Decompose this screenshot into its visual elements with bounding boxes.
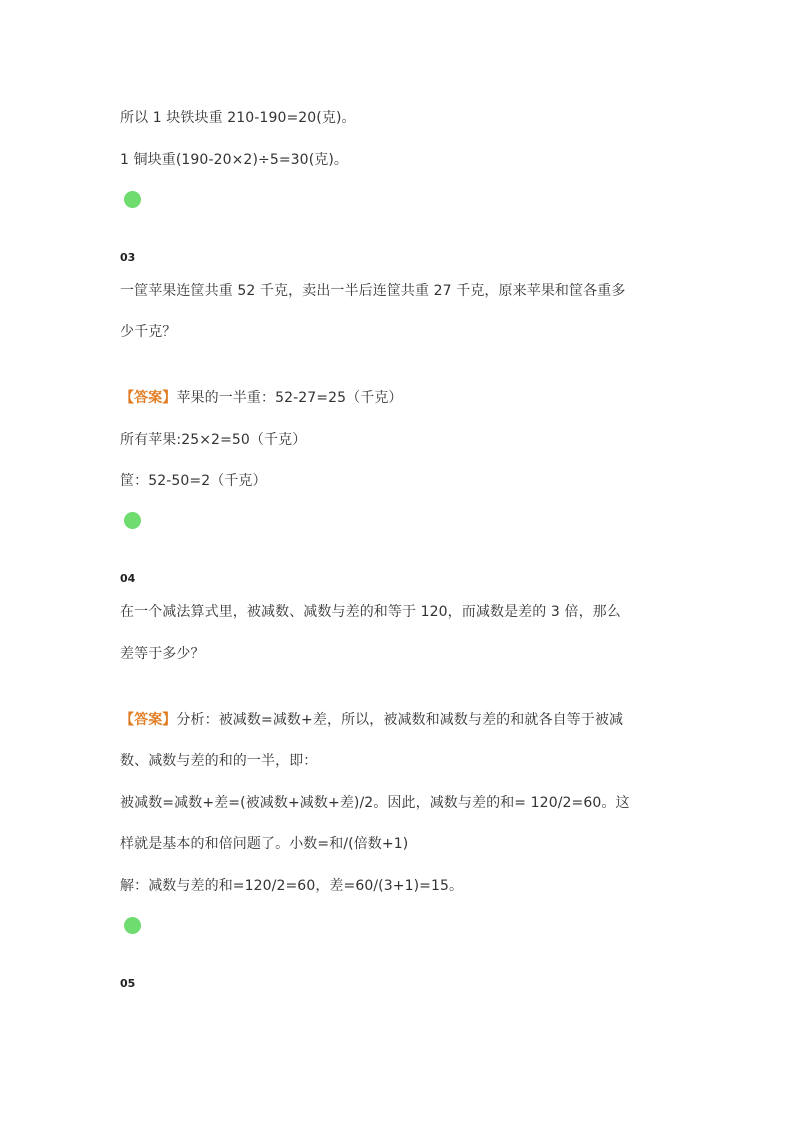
text-line: 1 铜块重(190-20×2)÷5=30(克)。: [120, 152, 349, 168]
answer-line: [120, 388, 403, 408]
question-number: 03: [120, 251, 136, 264]
green-dot-icon: [124, 512, 141, 529]
answer-text: 样就是基本的和倍问题了。小数=和/(倍数+1): [120, 836, 409, 852]
answer-text: 苹果的一半重：52-27=25（千克）: [176, 390, 403, 406]
answer-text: 解：减数与差的和=120/2=60，差=60/(3+1)=15。: [120, 878, 464, 894]
answer-label: 【答案】: [120, 390, 177, 406]
answer-label: 【答案】: [120, 712, 177, 728]
question-text: 在一个减法算式里，被减数、减数与差的和等于 120，而减数是差的 3 倍，那么: [120, 604, 621, 620]
answer-text: 所有苹果:25×2=50（千克）: [120, 432, 307, 448]
answer-text: 分析：被减数=减数+差，所以，被减数和减数与差的和就各自等于被减: [176, 712, 624, 728]
question-text: 少千克？: [120, 324, 177, 340]
answer-text: 筐：52-50=2（千克）: [120, 473, 267, 489]
question-number: 04: [120, 572, 136, 585]
question-text: 差等于多少？: [120, 646, 205, 662]
question-text: 一筐苹果连筐共重 52 千克，卖出一半后连筐共重 27 千克，原来苹果和筐各重多: [120, 283, 626, 299]
green-dot-icon: [124, 191, 141, 208]
answer-text: 被减数=减数+差=(被减数+减数+差)/2。因此，减数与差的和= 120/2=60。这: [120, 795, 630, 811]
green-dot-icon: [124, 917, 141, 934]
question-number: 05: [120, 977, 136, 990]
answer-text: 数、减数与差的和的一半，即：: [120, 753, 318, 769]
text-line: 所以 1 块铁块重 210-190=20(克)。: [120, 110, 356, 126]
answer-line: [120, 710, 623, 730]
